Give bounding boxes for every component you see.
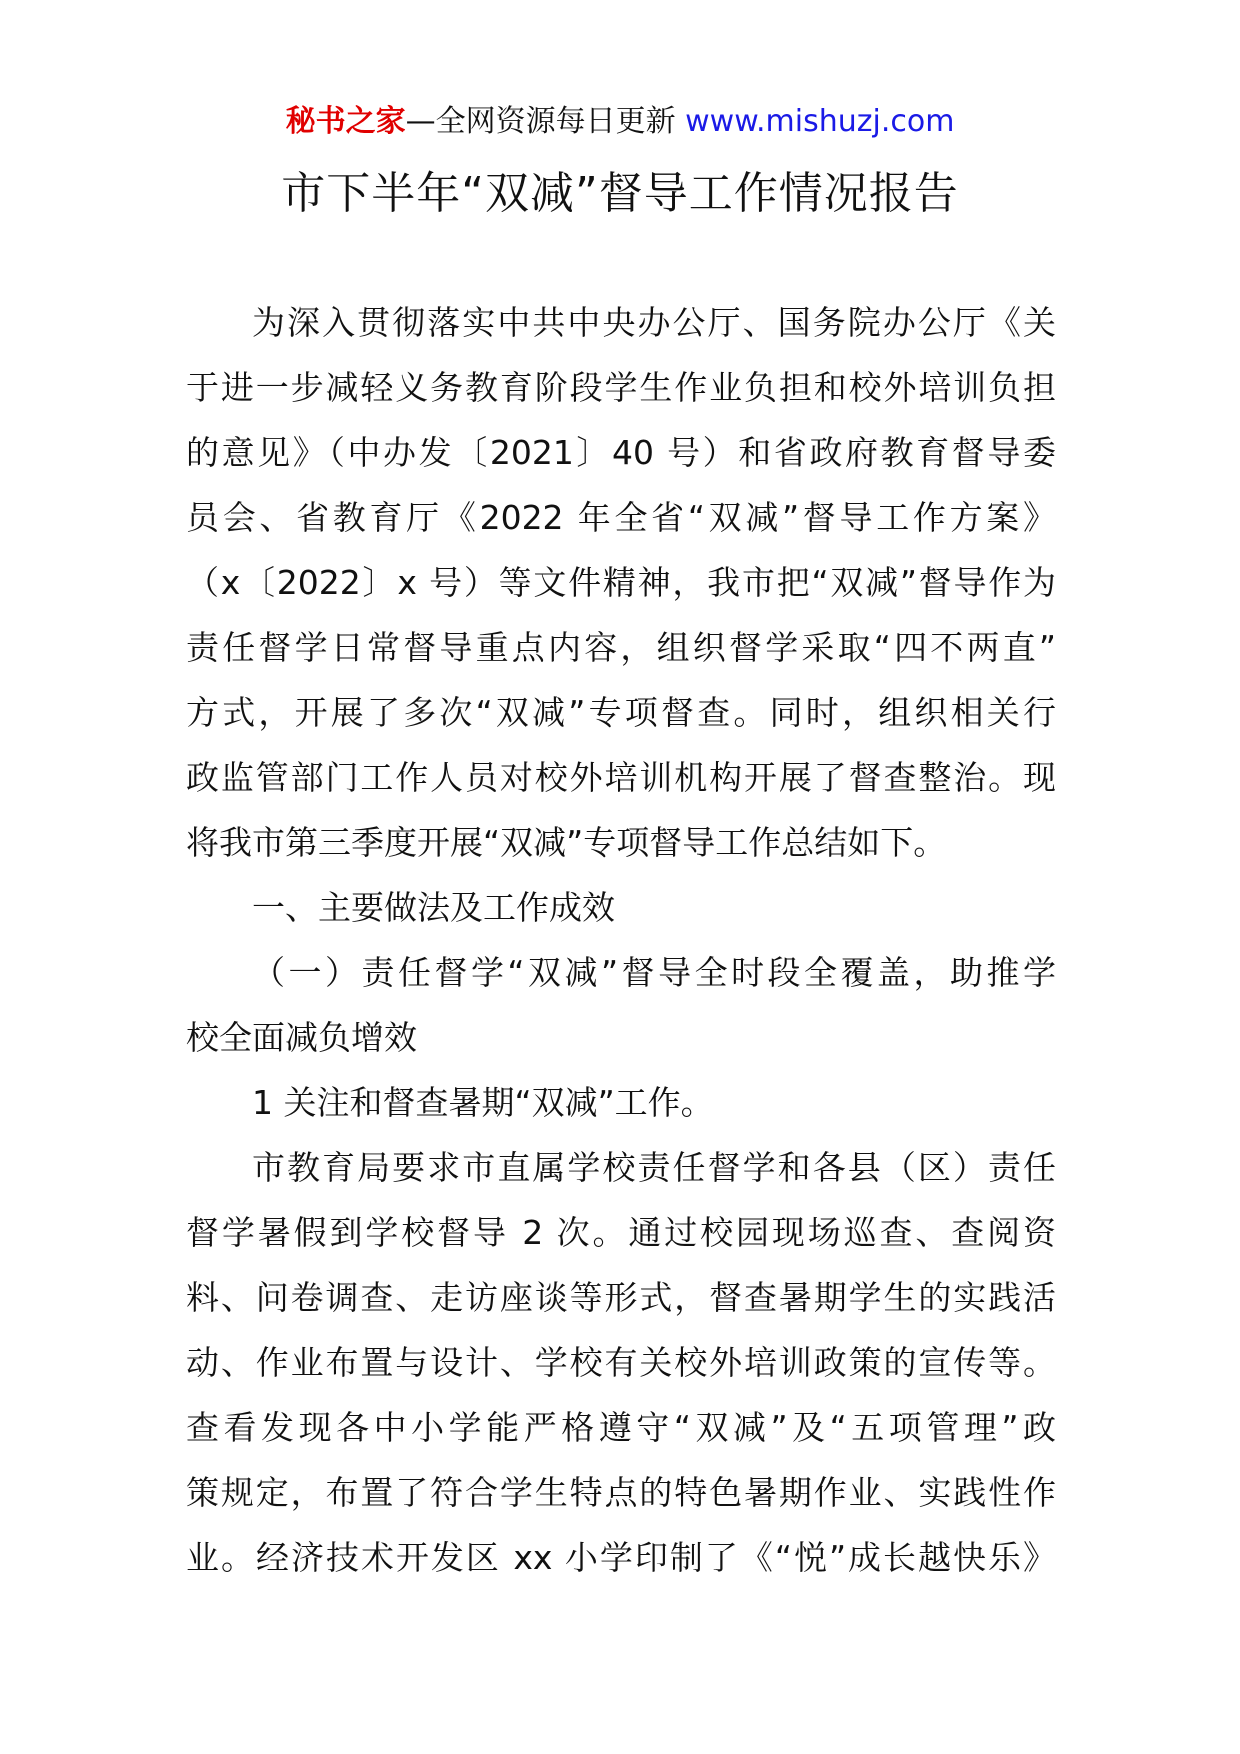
paragraph-line: 业。经济技术开发区 xx 小学印制了《“悦”成长越快乐》 bbox=[186, 1538, 1056, 1577]
paragraph-line: 动、作业布置与设计、学校有关校外培训政策的宣传等。 bbox=[186, 1343, 1056, 1382]
paragraph-line: 于进一步减轻义务教育阶段学生作业负担和校外培训负担 bbox=[186, 368, 1056, 407]
paragraph-line: （x〔2022〕x 号）等文件精神，我市把“双减”督导作为 bbox=[186, 563, 1056, 602]
paragraph-line: 策规定，布置了符合学生特点的特色暑期作业、实践性作 bbox=[186, 1473, 1056, 1512]
paragraph-line: 将我市第三季度开展“双减”专项督导工作总结如下。 bbox=[186, 823, 947, 862]
paragraph-line: 为深入贯彻落实中共中央办公厅、国务院办公厅《关 bbox=[252, 303, 1056, 342]
paragraph-line: 方式，开展了多次“双减”专项督查。同时，组织相关行 bbox=[186, 693, 1056, 732]
subsection-heading: 校全面减负增效 bbox=[186, 1018, 417, 1057]
section-heading: 一、主要做法及工作成效 bbox=[252, 888, 615, 927]
paragraph-line: 员会、省教育厅《2022 年全省“双减”督导工作方案》 bbox=[186, 498, 1056, 537]
header-brand: 秘书之家 bbox=[285, 104, 406, 139]
paragraph-line: 政监管部门工作人员对校外培训机构开展了督查整治。现 bbox=[186, 758, 1056, 797]
paragraph-line: 市教育局要求市直属学校责任督学和各县（区）责任 bbox=[252, 1148, 1056, 1187]
item-heading: 1 关注和督查暑期“双减”工作。 bbox=[252, 1083, 714, 1122]
document-title: 市下半年“双减”督导工作情况报告 bbox=[281, 168, 959, 219]
header-url-link[interactable]: www.mishuzj.com bbox=[685, 104, 955, 139]
paragraph-line: 责任督学日常督导重点内容，组织督学采取“四不两直” bbox=[186, 628, 1056, 667]
paragraph-line: 的意见》（中办发〔2021〕40 号）和省政府教育督导委 bbox=[186, 433, 1056, 472]
site-header bbox=[0, 102, 1240, 142]
paragraph-line: 查看发现各中小学能严格遵守“双减”及“五项管理”政 bbox=[186, 1408, 1056, 1447]
paragraph-line: 督学暑假到学校督导 2 次。通过校园现场巡查、查阅资 bbox=[186, 1213, 1056, 1252]
paragraph-line: 料、问卷调查、走访座谈等形式，督查暑期学生的实践活 bbox=[186, 1278, 1056, 1317]
document-body bbox=[186, 290, 1056, 1590]
subsection-heading: （一）责任督学“双减”督导全时段全覆盖，助推学 bbox=[252, 953, 1056, 992]
header-tagline: —全网资源每日更新 bbox=[405, 104, 686, 139]
